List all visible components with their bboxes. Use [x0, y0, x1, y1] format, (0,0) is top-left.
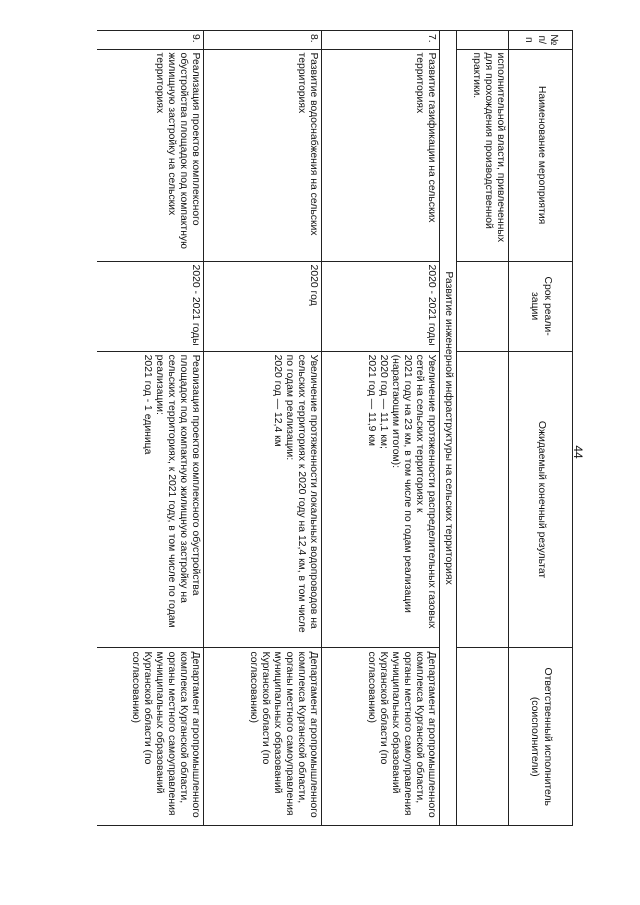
- header-responsible: Ответственный исполнитель (соисполнители): [509, 648, 573, 826]
- table-row: [321, 31, 439, 826]
- rotated-table-content: [97, 30, 573, 826]
- header-name: Наименование мероприятия: [509, 49, 573, 261]
- row-responsible: Департамент агропромышленного комплекса Курганской области, органы местного самоуправления муниципальных образований Курганской области (по согласованию): [203, 648, 321, 826]
- table-header-row: [509, 31, 573, 826]
- header-num: № п/п: [509, 31, 573, 50]
- row-name: Развитие водоснабжения на сельских территориях: [203, 49, 321, 261]
- section-title: Развитие инженерной инфраструктуры на сельских территориях: [439, 31, 456, 826]
- page-number: 44: [571, 445, 585, 459]
- table-row: [97, 31, 203, 826]
- row-num: 7.: [321, 31, 439, 50]
- row-num: 9.: [97, 31, 203, 50]
- row-responsible: Департамент агропромышленного комплекса Курганской области, органы местного самоуправления муниципальных образований Курганской области (по согласованию): [97, 648, 203, 826]
- header-term: Срок реали-зации: [509, 261, 573, 351]
- table-row: [203, 31, 321, 826]
- row-name: Реализация проектов комплексного обустройства площадок под компактную жилищную застройку на сельских территориях: [97, 49, 203, 261]
- continuation-name: исполнительной власти, привлеченных для прохождения производственной практики.: [457, 49, 509, 261]
- continuation-num: [457, 31, 509, 50]
- row-responsible: Департамент агропромышленного комплекса Курганской области, органы местного самоуправления муниципальных образований Курганской области (по согласованию): [321, 648, 439, 826]
- rotated-table-frame: [97, 30, 573, 826]
- row-result: Реализация проектов комплексного обустройства площадок под компактную жилищную застройку на сельских территориях, к 2021 году, в том числе по годам реализации: 2021 год - 1 единица: [97, 351, 203, 648]
- row-name: Развитие газификации на сельских территориях: [321, 49, 439, 261]
- row-term: 2020 год: [203, 261, 321, 351]
- section-row: [439, 31, 456, 826]
- measures-table: [97, 30, 573, 826]
- row-term: 2020 - 2021 годы: [321, 261, 439, 351]
- row-num: 8.: [203, 31, 321, 50]
- row-term: 2020 - 2021 годы: [97, 261, 203, 351]
- header-result: Ожидаемый конечный результат: [509, 351, 573, 648]
- row-result: Увеличение протяженности локальных водопроводов на сельских территориях к 2020 году на 12,4 км, в том числе по годам реализации: 2020 год — 12,4 км: [203, 351, 321, 648]
- continuation-row: [457, 31, 509, 826]
- row-result: Увеличение протяженности распределительных газовых сетей на сельских территориях к 2021 году на 23 км, в том числе по годам реализации (нарастающим итогом): 2020 год — 11,1 км; 2021 год — 11,9 км: [321, 351, 439, 648]
